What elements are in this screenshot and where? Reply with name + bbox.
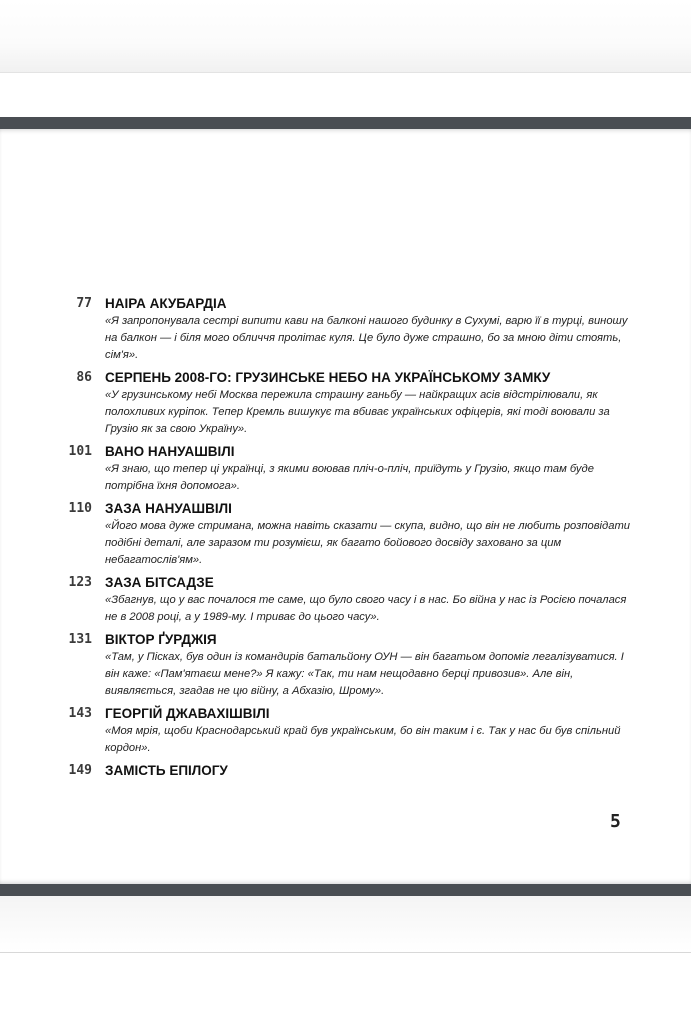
toc-page-number: 86 xyxy=(76,370,92,385)
toc-quote: «У грузинському небі Москва пережила страшну ганьбу — найкращих асів відстрілювали, як полохливих куріпок. Тепер Кремль вишукує та вбиває українських офіцерів, які тоді воювали за Грузію як за свою Україну». xyxy=(105,389,610,435)
toc-page-number: 110 xyxy=(68,501,92,516)
toc-title: ЗАМІСТЬ ЕПІЛОГУ xyxy=(105,763,228,778)
toc-quote: «Збагнув, що у вас почалося те саме, що було свого часу і в нас. Бо війна у нас із Росією почалася не в 2008 році, а у 1989-му. І триває до цього часу». xyxy=(105,594,627,623)
toc-entry xyxy=(62,295,632,364)
toc-entry xyxy=(62,443,632,495)
page-top-border xyxy=(0,117,691,129)
table-of-contents xyxy=(62,295,632,784)
toc-quote: «Там, у Пісках, був один із командирів батальйону ОУН — він багатьом допоміг легалізуватися. І він каже: «Пам'ятаєш мене?» Я кажу: «Так, ти нам нещодавно берці привозив». Але він, виявляється, згадав не цю війну, а Абхазію, Шрому». xyxy=(105,651,624,697)
toc-title: ГЕОРГІЙ ДЖАВАХІШВІЛІ xyxy=(105,706,270,721)
toc-quote: «Його мова дуже стримана, можна навіть сказати — скупа, видно, що він не любить розповідати подібні деталі, але заразом ти розумієш, як багато бойового досвіду заховано за цим небагатослів'ям». xyxy=(105,520,630,566)
toc-entry xyxy=(62,705,632,757)
toc-entry xyxy=(62,631,632,700)
toc-entry xyxy=(62,500,632,569)
toc-page-number: 123 xyxy=(68,575,92,590)
toc-entry xyxy=(62,762,632,779)
bottom-gray-band xyxy=(0,896,691,953)
toc-title: ВІКТОР ҐУРДЖІЯ xyxy=(105,632,217,647)
toc-title: ВАНО НАНУАШВІЛІ xyxy=(105,444,235,459)
toc-quote: «Я знаю, що тепер ці українці, з якими воював пліч-о-пліч, приїдуть у Грузію, якщо там буде потрібна їхня допомога». xyxy=(105,463,594,492)
toc-page-number: 101 xyxy=(68,444,92,459)
toc-title: НАІРА АКУБАРДІА xyxy=(105,296,227,311)
toc-quote: «Моя мрія, щоби Краснодарський край був українським, бо він таким і є. Так у нас би був спільний кордон». xyxy=(105,725,621,754)
toc-quote: «Я запропонувала сестрі випити кави на балконі нашого будинку в Сухумі, варю її в турці, виношу на балкон — і біля мого обличчя пролітає куля. Це було дуже страшно, бо за мною діти стоять, сім'я». xyxy=(105,315,628,361)
toc-entry xyxy=(62,574,632,626)
toc-title: СЕРПЕНЬ 2008-ГО: ГРУЗИНСЬКЕ НЕБО НА УКРАЇНСЬКОМУ ЗАМКУ xyxy=(105,370,551,385)
toc-page-number: 77 xyxy=(76,296,92,311)
toc-title: ЗАЗА БІТСАДЗЕ xyxy=(105,575,214,590)
toc-page-number: 143 xyxy=(68,706,92,721)
page-number: 5 xyxy=(610,811,621,832)
top-gap xyxy=(0,73,691,117)
page-bottom-border xyxy=(0,884,691,896)
toc-page-number: 149 xyxy=(68,763,92,778)
toc-entry xyxy=(62,369,632,438)
top-gray-band xyxy=(0,0,691,73)
toc-page-number: 131 xyxy=(68,632,92,647)
toc-title: ЗАЗА НАНУАШВІЛІ xyxy=(105,501,232,516)
